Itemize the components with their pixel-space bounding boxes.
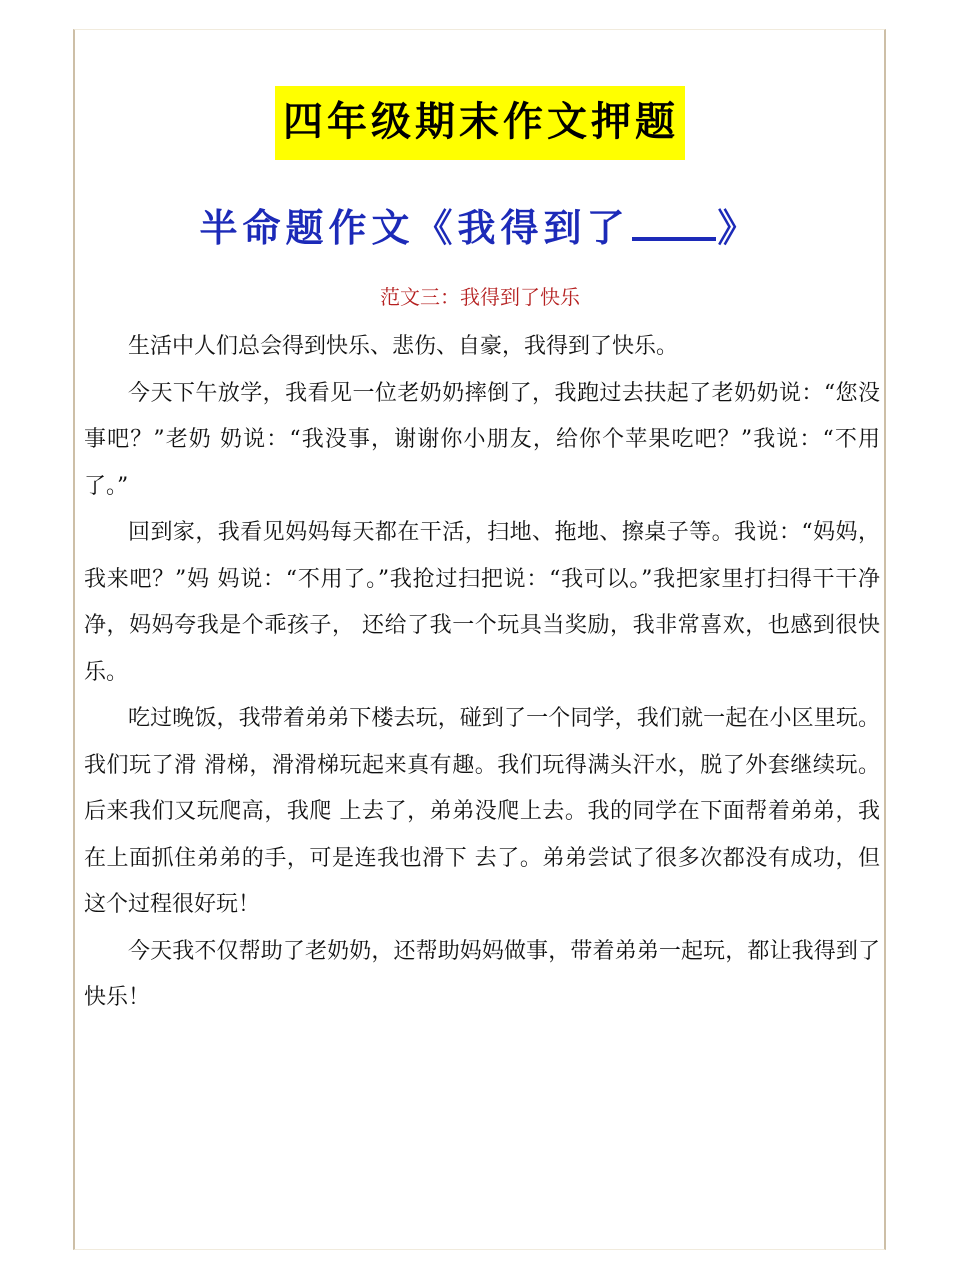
essay-paragraph: 今天我不仅帮助了老奶奶，还帮助妈妈做事，带着弟弟一起玩，都让我得到了快乐！ bbox=[84, 938, 880, 1010]
essay-paragraph: 今天下午放学，我看见一位老奶奶摔倒了，我跑过去扶起了老奶奶说：“您没事吧？”老奶 奶说：“我没事，谢谢你小朋友，给你个苹果吃吧？”我说：“不用了。” bbox=[84, 380, 880, 499]
essay-heading: 范文三：我得到了快乐 bbox=[380, 285, 580, 309]
fill-in-blank bbox=[632, 203, 716, 241]
main-title: 四年级期末作文押题 bbox=[275, 86, 685, 160]
essay-paragraph: 回到家，我看见妈妈每天都在干活，扫地、拖地、擦桌子等。我说：“妈妈，我来吧？”妈 妈说：“不用了。”我抢过扫把说：“我可以。”我把家里打扫得干干净净，妈妈夸我是个乖孩子， 还给了我一个玩具当奖励，我非常喜欢，也感到很快乐。 bbox=[84, 520, 880, 685]
main-title-container bbox=[0, 86, 960, 160]
subtitle-suffix: 》 bbox=[717, 205, 761, 250]
essay-paragraph: 生活中人们总会得到快乐、悲伤、自豪，我得到了快乐。 bbox=[128, 334, 679, 359]
essay-paragraph: 吃过晚饭，我带着弟弟下楼去玩，碰到了一个同学，我们就一起在小区里玩。我们玩了滑 滑梯，滑滑梯玩起来真有趣。我们玩得满头汗水，脱了外套继续玩。后来我们又玩爬高，我爬 上去了，弟弟没爬上去。我的同学在下面帮着弟弟，我在上面抓住弟弟的手，可是连我也滑下 去了。弟弟尝试了很多次都没有成功，但这个过程很好玩！ bbox=[84, 706, 880, 917]
essay-body bbox=[84, 324, 880, 1022]
subtitle bbox=[0, 200, 960, 256]
subtitle-prefix: 半命题作文《我得到了 bbox=[199, 205, 630, 250]
